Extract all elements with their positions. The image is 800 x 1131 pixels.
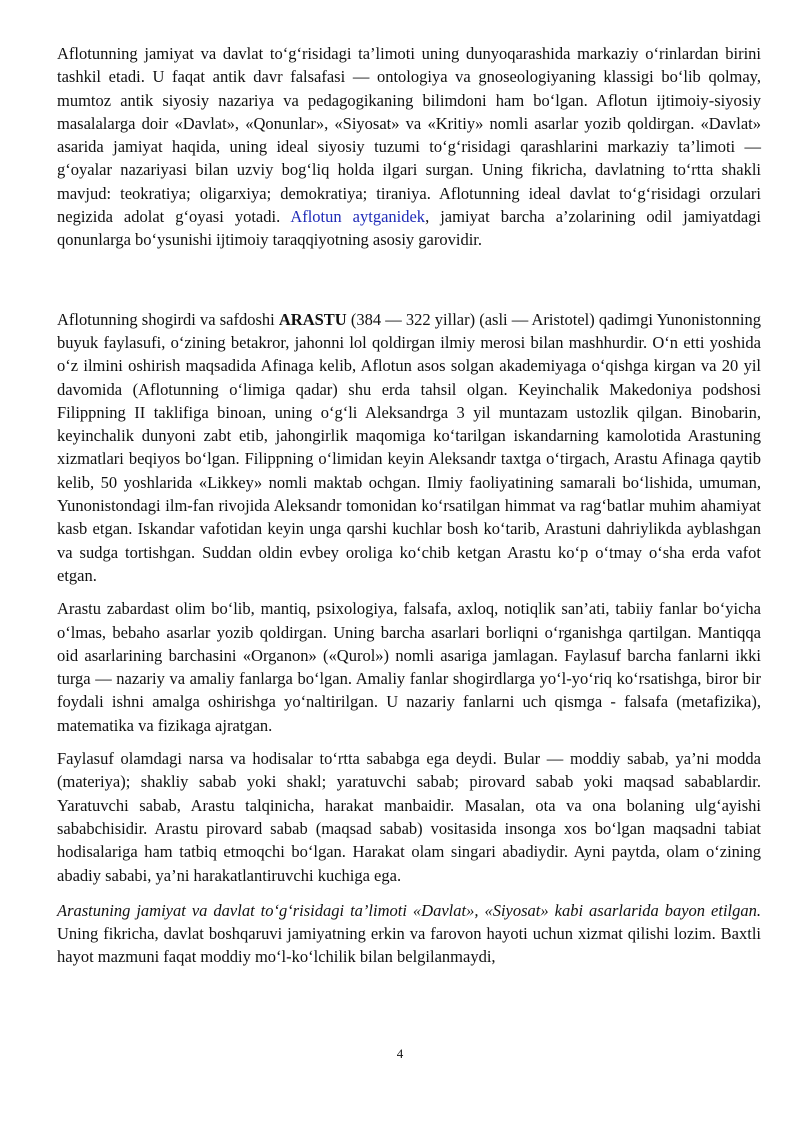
paragraph-text: Aflotunning shogirdi va safdoshi	[57, 309, 279, 329]
paragraph-spacer	[57, 252, 761, 308]
paragraph-arastu-biography	[57, 308, 761, 588]
paragraph-text: Faylasuf olamdagi narsa va hodisalar to‘rtta sababga ega deydi. Bular — moddiy sabab, ya’ni modda (materiya); shakliy sabab yoki shakl; yaratuvchi sabab; pirovard sabab yoki maqsad sabablardir. Yaratuvchi sabab, Arastu talqinicha, harakat manbaidir. Masalan, ota va ona bolaning ulg‘ayishi sababchisidir. Arastu pirovard sabab (maqsad sabab) vositasida insonga xos bo‘lgan maqsadni tabiat hodisalariga ham tatbiq etmoqchi bo‘lgan. Harakat olam singari abadiydir. Ayni paytda, olam o‘zining abadiy sababi, ya’ni harakatlantiruvchi kuchiga ega.	[57, 749, 761, 885]
bold-name-arastu: ARASTU	[278, 309, 347, 329]
paragraph-text: (384 — 322 yillar) (asli — Aristotel) qadimgi Yunonistonning buyuk faylasufi, o‘zining betakror, jahonni lol qoldirgan ilmiy merosi bilan mashhurdir. O‘n etti yoshida o‘z ilmini oshirish maqsadida Afinaga kelib, Aflotun asos solgan akademiyaga o‘qishga kirgan va 20 yil davomida (Aflotunning o‘limiga qadar) shu erda tahsil olgan. Keyinchalik Makedoniya podshosi Filippning II taklifiga binoan, uning o‘g‘li Aleksandrga 3 yil muntazam ustozlik qilgan. Binobarin, keyinchalik dunyoni zabt etib, jahongirlik maqomiga ko‘tarilgan iskandarning kamolotida Arastuning xizmatlari beqiyos bo‘lgan. Filippning o‘limidan keyin Aleksandr taxtga o‘tirgach, Arastu Afinaga qaytib kelib, 50 yoshlarida «Likkey» nomli maktab ochgan. Ilmiy faoliyatining samarali bo‘lishida, umuman, Yunonistondagi ilm-fan rivojida Aleksandr tomonidan ko‘rsatilgan himmat va rag‘batlar muhim ahamiyat kasb etgan. Iskandar vafotidan keyin unga qarshi kuchlar bosh ko‘tarib, Arastuni dahriylikda ayblashgan va sudga tortishgan. Suddan oldin evbey oroliga ko‘chib ketgan Arastu ko‘p o‘tmay o‘sha erda vafot etgan.	[57, 309, 761, 585]
paragraph-text: Arastu zabardast olim bo‘lib, mantiq, psixologiya, falsafa, axloq, notiqlik san’ati, tabiiy fanlar bo‘yicha o‘lmas, bebaho asarlar yozib qoldirgan. Uning barcha asarlari borliqni o‘rganishga qartilgan. Mantiqqa oid asarlarining barchasini «Organon» («Qurol») nomli asariga jamlagan. Faylasuf barcha fanlarni ikki turga — nazariy va amaliy fanlarga bo‘lgan. Amaliy fanlar shogirdlarga yo‘l-yo‘riq ko‘rsatishga, biror bir foydali ishni amalga oshirishga yo‘naltirilgan. U nazariy fanlarni uch qismga - falsafa (metafizika), matematika va fizikaga ajratgan.	[57, 599, 761, 735]
paragraph-text: , jamiyat barcha a’zolarining odil jamiyatdagi qonunlarga bo‘ysunishi ijtimoiy taraqqiyotning asosiy garovidir.	[57, 207, 762, 250]
paragraph-four-causes	[57, 747, 761, 887]
document-page	[57, 42, 761, 969]
italic-lead-sentence: Arastuning jamiyat va davlat to‘g‘risidagi ta’limoti «Davlat», «Siyosat» kabi asarlarida bayon etilgan.	[57, 900, 761, 920]
paragraph-text: Aflotunning jamiyat va davlat to‘g‘risidagi ta’limoti uning dunyoqarashida markaziy o‘rinlardan birini tashkil etadi. U faqat antik davr falsafasi — ontologiya va gnoseologiyaning klassigi bo‘lib qolmay, mumtoz antik siyosiy nazariya va pedagogikaning bilimdoni ham bo‘lgan. Aflotun ijtimoiy-siyosiy masalalarga doir «Davlat», «Qonunlar», «Siyosat» va «Kritiy» nomli asarlar yozib qoldirgan. «Davlat» asarida jamiyat haqida, uning ideal siyosiy tuzumi to‘g‘risidagi qarashlarini markaziy ta’limoti — g‘oyalar nazariyasi bilan uzviy bog‘liq holda ilgari surgan. Uning fikricha, davlatning to‘rtta shakli mavjud: teokratiya; oligarxiya; demokratiya; tiraniya. Aflotunning ideal davlat to‘g‘risidagi orzulari negizida adolat g‘oyasi yotadi.	[57, 44, 761, 227]
paragraph-arastu-works	[57, 597, 761, 737]
paragraph-arastu-state	[57, 899, 761, 969]
page-number: 4	[396, 1046, 404, 1061]
paragraph-text: Uning fikricha, davlat boshqaruvi jamiyatning erkin va farovon hayoti uchun xizmat qilishi lozim. Baxtli hayot mazmuni faqat moddiy mo‘l-ko‘lchilik bilan belgilanmaydi,	[57, 924, 761, 967]
paragraph-aflotun-state	[57, 42, 761, 252]
hyperlink-aflotun-aytganidek[interactable]: Aflotun aytganidek	[290, 207, 426, 227]
